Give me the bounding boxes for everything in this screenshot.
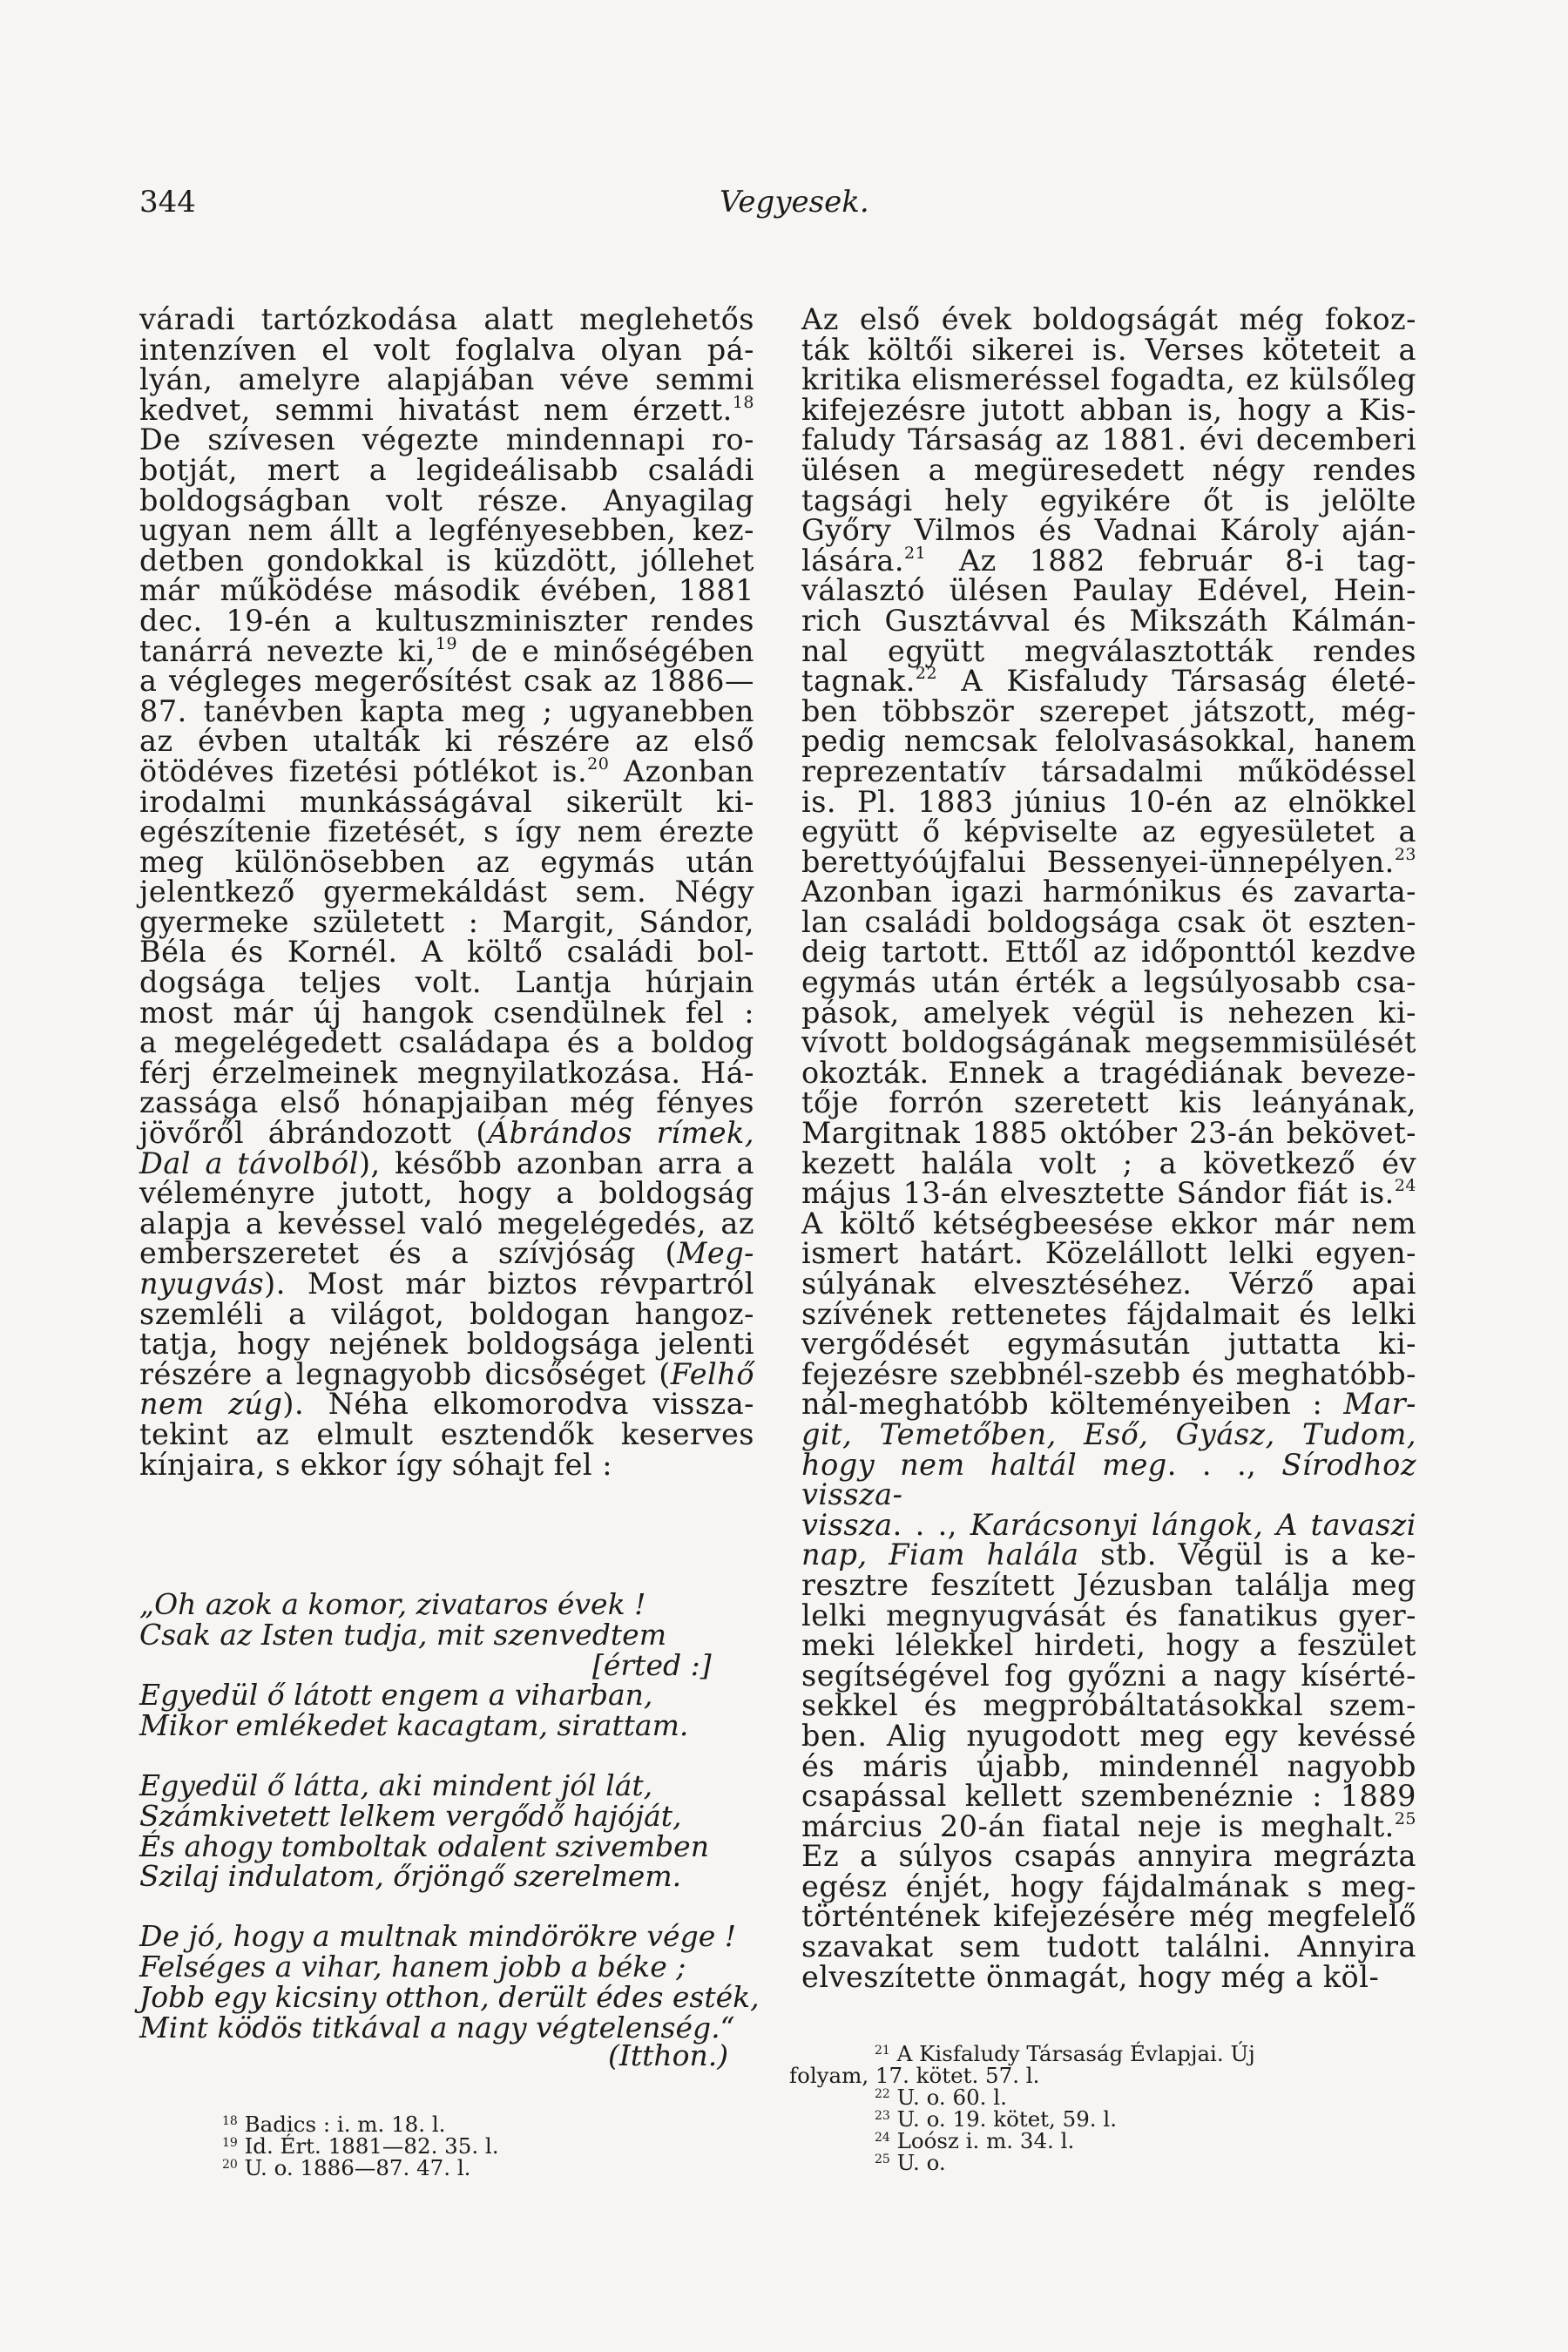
text-run: zassága első hónapjaiban még fényes: [139, 1085, 754, 1120]
left-column-line: [139, 362, 754, 397]
left-column-line: [139, 937, 754, 968]
poem-line: De jó, hogy a multnak mindörökre vége !: [139, 1919, 736, 1954]
italic-title: Meg-: [677, 1236, 754, 1271]
left-column-line: [139, 844, 754, 879]
italic-title: Dal a távolból: [139, 1146, 359, 1180]
poem-line: Felséges a vihar, hanem jobb a béke ;: [139, 1949, 686, 1984]
text-run: ugyan nem állt a legfényesebben, kez-: [139, 513, 754, 548]
right-column-line: [801, 1869, 1416, 1903]
text-run: történtének kifejezésére még megfelelő: [801, 1899, 1416, 1934]
footnote-text: U. o. 60. l.: [896, 2085, 1007, 2110]
text-run: pások, amelyek végül is nehezen ki-: [801, 995, 1416, 1030]
poem-stanza: [139, 1919, 760, 2044]
right-column-line: [801, 302, 1416, 336]
text-run: egymás után érték a legsúlyosabb csa-: [801, 965, 1416, 1000]
footnote-ref: 22: [915, 664, 938, 684]
italic-title: Felhő: [670, 1356, 754, 1391]
text-run: botját, mert a legideálisabb családi: [139, 452, 754, 487]
right-column-line: [801, 332, 1416, 367]
text-run: ülésen a megüresedett négy rendes: [801, 452, 1416, 487]
text-run: 87. tanévben kapta meg ; ugyanebben: [139, 693, 754, 728]
footnote-number: 20: [222, 2158, 238, 2172]
right-column-line: [801, 1598, 1416, 1632]
left-column-line: [139, 1296, 754, 1331]
text-run: Ez a súlyos csapás annyira megrázta: [801, 1839, 1416, 1874]
text-run: vergődését egymásután juttatta ki-: [801, 1327, 1416, 1362]
right-column-line: [801, 1236, 1416, 1271]
text-run: Béla és Kornél. A költő családi bol-: [139, 935, 754, 970]
right-column-line: [801, 1899, 1416, 1934]
poem-line: És ahogy tomboltak odalent szivemben: [139, 1828, 709, 1863]
footnote-text: Badics : i. m. 18. l.: [244, 2112, 446, 2137]
text-run: részére a legnagyobb dicsőséget (: [139, 1356, 671, 1391]
left-column-line: [139, 543, 754, 578]
right-column-line: [801, 1176, 1416, 1211]
left-column-line: [139, 1389, 754, 1420]
text-run: A Kisfaludy Társaság életé-: [937, 664, 1416, 699]
left-column-line: [139, 422, 754, 457]
right-column-line: [801, 543, 1416, 578]
text-run: vívott boldogságának megsemmisülését: [801, 1025, 1416, 1060]
text-run: most már új hangok csendülnek fel :: [139, 995, 754, 1030]
footnote-number: 22: [875, 2087, 890, 2101]
text-run: de e minőségében: [457, 633, 755, 668]
italic-title: git, Temetőben, Eső, Gyász, Tudom,: [801, 1416, 1416, 1451]
right-column-line: [801, 1959, 1416, 1994]
left-column-line: [139, 1447, 754, 1482]
text-run: resztre feszített Jézusban találja meg: [801, 1567, 1416, 1602]
text-run: is. Pl. 1883 június 10-én az elnökkel: [801, 784, 1416, 819]
text-run: tagsági hely egyikére őt is jelölte: [801, 483, 1416, 517]
left-column-line: [139, 1055, 754, 1090]
footnote-number: 18: [222, 2114, 238, 2128]
left-column-line: [139, 1236, 754, 1271]
footnotes-right: [789, 2043, 1390, 2173]
italic-title: Ábrándos rímek,: [487, 1116, 754, 1151]
left-column-line: [139, 392, 754, 427]
text-run: csapással kellett szembenéznie : 1889: [801, 1779, 1416, 1814]
text-run: gyermeke született : Margit, Sándor,: [139, 904, 754, 939]
footnote-number: 21: [875, 2044, 890, 2058]
right-column-line: [801, 693, 1416, 728]
poem-line: „Oh azok a komor, zivataros évek !: [139, 1587, 646, 1621]
running-head: Vegyesek.: [720, 185, 869, 220]
italic-title: Sírodhoz vissza-: [801, 1447, 1416, 1512]
right-column-line: [801, 1658, 1416, 1693]
text-run: lelki megnyugvását és fanatikus gyer-: [801, 1598, 1416, 1632]
text-run: kritika elismeréssel fogadta, ez külsőleg: [801, 362, 1416, 397]
page-header: [0, 185, 1568, 237]
left-column-line: [139, 1329, 754, 1360]
left-column-line: [139, 877, 754, 908]
text-run: nal együtt megválasztották rendes: [801, 633, 1416, 668]
page-number: 344: [139, 185, 196, 220]
text-run: együtt ő képviselte az egyesületet a: [801, 814, 1416, 849]
poem: [139, 1587, 760, 2072]
footnote-text: Id. Ért. 1881—82. 35. l.: [244, 2133, 499, 2159]
text-run: váradi tartózkodása alatt meglehetős: [139, 302, 754, 336]
text-run: tekint az elmult esztendők keserves: [139, 1416, 754, 1451]
right-column-line: [801, 573, 1416, 608]
text-run: Az 1882 február 8-i tag-: [926, 543, 1416, 578]
right-column: [801, 302, 1416, 1994]
text-run: pedig nemcsak felolvasásokkal, hanem: [801, 724, 1416, 759]
footnote-ref: 19: [435, 633, 458, 653]
right-column-line: [801, 1329, 1416, 1360]
text-run: Azonban igazi harmónikus és zavarta-: [801, 875, 1416, 909]
left-column-line: [139, 784, 754, 819]
text-run: tanárrá nevezte ki,: [139, 633, 436, 668]
text-run: az évben utalták ki részére az első: [139, 724, 754, 759]
right-column-line: [801, 452, 1416, 487]
right-column-line: [801, 1688, 1416, 1723]
text-run: ben többször szerepet játszott, még-: [801, 693, 1416, 728]
footnote-ref: 23: [1394, 844, 1416, 864]
text-run: okozták. Ennek a tragédiának beveze-: [801, 1055, 1416, 1090]
right-column-line: [801, 1055, 1416, 1090]
left-column-line: [139, 754, 754, 788]
footnote-text: A Kisfaludy Társaság Évlapjai. Új: [896, 2041, 1255, 2066]
right-column-line: [801, 754, 1416, 788]
text-run: meg különösebben az egymás után: [139, 844, 754, 879]
right-column-line: [801, 1116, 1416, 1151]
right-column-line: [801, 1628, 1416, 1663]
footnote: [222, 2113, 658, 2135]
text-run: már működése második évében, 1881: [139, 573, 754, 608]
footnote-ref: 24: [1394, 1176, 1416, 1196]
italic-title: vissza: [801, 1507, 893, 1542]
text-run: tatja, hogy nejének boldogsága jelenti: [139, 1327, 754, 1362]
left-column-line: [139, 1146, 755, 1180]
right-column-line: [801, 603, 1416, 638]
text-run: dec. 19-én a kultuszminiszter rendes: [139, 603, 754, 638]
text-run: lyán, amelyre alapjában véve semmi: [139, 362, 754, 397]
text-run: férj érzelmeinek megnyilatkozása. Há-: [139, 1055, 754, 1090]
text-run: . . .,: [892, 1507, 970, 1542]
footnote-number: 24: [875, 2131, 890, 2145]
footnote-ref: 21: [904, 543, 927, 563]
right-column-line: [801, 1718, 1416, 1753]
text-run: Az első évek boldogságát még fokoz-: [801, 302, 1416, 336]
footnote: [789, 2130, 1390, 2152]
text-run: kifejezésre jutott abban is, hogy a Kis-: [801, 392, 1416, 427]
right-column-line: [801, 1540, 1416, 1571]
text-run: fejezésre szebbnél-szebb és meghatóbb-: [801, 1356, 1416, 1391]
right-column-line: [801, 1356, 1416, 1391]
poem-stanza: [139, 1767, 758, 1894]
footnote-text: U. o. 1886—87. 47. l.: [244, 2155, 471, 2180]
text-run: ). Most már biztos révpartról: [264, 1267, 754, 1301]
text-run: Azonban: [609, 754, 754, 788]
footnote-text: Loósz i. m. 34. l.: [896, 2128, 1075, 2153]
text-run: De szívesen végezte mindennapi ro-: [139, 422, 754, 457]
text-run: detben gondokkal is küzdött, jóllehet: [139, 543, 754, 578]
right-column-line: [801, 1447, 1416, 1512]
text-run: kínjaira, s ekkor így sóhajt fel :: [139, 1447, 613, 1482]
right-column-line: [801, 724, 1416, 759]
footnote-text: folyam, 17. kötet. 57. l.: [789, 2063, 1040, 2088]
italic-title: nyugvás: [139, 1267, 265, 1301]
poem-line: Szilaj indulatom, őrjöngő szerelmem.: [139, 1859, 682, 1894]
text-run: súlyának elvesztéséhez. Vérző apai: [801, 1267, 1416, 1301]
left-column-line: [139, 814, 754, 849]
left-column-line: [139, 573, 754, 608]
text-run: stb. Végül is a ke-: [1078, 1538, 1416, 1572]
text-run: Margitnak 1885 október 23-án bekövet-: [801, 1116, 1416, 1151]
poem-line: [érted :]: [592, 1647, 712, 1682]
poem-line: Egyedül ő látott engem a viharban,: [139, 1678, 653, 1713]
left-column-line: [139, 1025, 754, 1060]
text-run: kedvet, semmi hivatást nem érzett.: [139, 392, 733, 427]
left-column-line: [139, 302, 754, 336]
text-run: jelentkező gyermekáldást sem. Négy: [139, 875, 754, 909]
text-run: rich Gusztávval és Mikszáth Kálmán-: [801, 603, 1416, 638]
text-run: egészítenie fizetését, s így nem érezte: [139, 814, 754, 849]
text-run: segítségével fog győzni a nagy kísérté-: [801, 1658, 1416, 1693]
text-run: . . .,: [1166, 1447, 1282, 1482]
left-column-line: [139, 1176, 754, 1211]
text-run: ). Néha elkomorodva vissza-: [282, 1387, 754, 1422]
right-column-line: [801, 1748, 1416, 1783]
footnote-number: 23: [875, 2109, 890, 2123]
right-column-line: [801, 937, 1416, 968]
text-run: tagnak.: [801, 664, 916, 699]
right-column-line: [801, 1781, 1416, 1812]
right-column-line: [801, 784, 1416, 819]
italic-title: nem zúg: [139, 1387, 283, 1422]
text-run: reprezentatív társadalmi működéssel: [801, 754, 1416, 788]
text-run: boldogságban volt része. Anyagilag: [139, 483, 754, 517]
left-column-line: [139, 603, 754, 638]
text-run: március 20-án fiatal neje is meghalt.: [801, 1808, 1395, 1843]
footnote-ref: 18: [732, 392, 754, 412]
text-run: lására.: [801, 543, 904, 578]
left-column-line: [139, 332, 754, 367]
text-run: A költő kétségbeesése ekkor már nem: [801, 1206, 1416, 1240]
text-run: intenzíven el volt foglalva olyan pá-: [139, 332, 754, 367]
text-run: dogsága teljes volt. Lantja húrjain: [139, 965, 754, 1000]
text-run: szívének rettenetes fájdalmait és lelki: [801, 1296, 1416, 1331]
right-column-line: [801, 904, 1416, 939]
right-column-line: [801, 1296, 1416, 1331]
footnote-number: 19: [222, 2136, 238, 2150]
right-column-line: [801, 1146, 1416, 1180]
text-run: sekkel és megpróbáltatásokkal szem-: [801, 1688, 1416, 1723]
footnote-ref: 20: [587, 754, 610, 774]
left-column-line: [139, 1206, 754, 1240]
poem-line: Jobb egy kicsiny otthon, derült édes esték,: [139, 1979, 760, 2014]
text-run: jövőről ábrándozott (: [139, 1116, 488, 1151]
italic-title: Karácsonyi lángok, A tavaszi: [970, 1507, 1416, 1542]
poem-line: Mint ködös titkával a nagy végtelenség.“: [139, 2010, 735, 2044]
italic-title: Mar-: [1343, 1387, 1416, 1422]
poem-line: Csak az Isten tudja, mit szenvedtem: [139, 1617, 667, 1652]
left-column-line: [139, 1116, 754, 1151]
text-run: elveszítette önmagát, hogy még a köl-: [801, 1959, 1380, 1994]
text-run: Győry Vilmos és Vadnai Károly aján-: [801, 513, 1416, 548]
text-run: véleményre jutott, hogy a boldogság: [139, 1176, 754, 1211]
footnote: [789, 2108, 1390, 2130]
left-column-line: [139, 1269, 754, 1300]
text-run: a végleges megerősítést csak az 1886—: [139, 664, 754, 699]
text-run: emberszeretet és a szívjóság (: [139, 1236, 678, 1271]
right-column-line: [801, 422, 1416, 457]
text-run: és máris újabb, mindennél nagyobb: [801, 1748, 1416, 1783]
footnote: [789, 2152, 1390, 2173]
right-column-line: [801, 1567, 1416, 1602]
left-column-line: [139, 724, 754, 759]
right-column-line: [801, 483, 1416, 517]
right-column-line: [801, 1932, 1416, 1963]
text-run: tője forrón szeretett kis leányának,: [801, 1085, 1416, 1120]
right-column-line: [801, 1085, 1416, 1120]
footnote-text: U. o. 19. kötet, 59. l.: [896, 2106, 1117, 2132]
footnote-text: U. o.: [896, 2150, 946, 2175]
text-run: szemléli a világot, boldogan hangoz-: [139, 1296, 754, 1331]
text-run: ben. Alig nyugodott meg egy kevéssé: [801, 1718, 1416, 1753]
right-column-line: [801, 965, 1416, 1000]
left-column-line: [139, 513, 754, 548]
right-column-line: [801, 995, 1416, 1030]
text-run: meki lélekkel hirdeti, hogy a feszület: [801, 1628, 1416, 1663]
poem-line: Számkivetett lelkem vergődő hajóját,: [139, 1798, 682, 1833]
text-run: május 13-án elvesztette Sándor fiát is.: [801, 1176, 1395, 1211]
text-run: a megelégedett családapa és a boldog: [139, 1025, 754, 1060]
right-column-line: [801, 1416, 1416, 1451]
text-run: kezett halála volt ; a következő év: [801, 1146, 1416, 1180]
poem-signature: (Itthon.): [608, 2038, 729, 2072]
text-run: faludy Társaság az 1881. évi decemberi: [801, 422, 1416, 457]
right-column-line: [801, 1839, 1416, 1874]
text-run: nál-meghatóbb költeményeiben :: [801, 1387, 1344, 1422]
poem-line: Mikor emlékedet kacagtam, sirattam.: [139, 1708, 689, 1743]
right-column-line: [801, 1206, 1416, 1240]
text-run: ismert határt. Közelállott lelki egyen-: [801, 1236, 1416, 1271]
text-run: berettyóújfalui Bessenyei-ünnepélyen.: [801, 844, 1395, 879]
italic-title: nap, Fiam halála: [801, 1538, 1079, 1572]
left-column: [139, 302, 755, 1482]
left-column-line: [139, 995, 754, 1030]
text-run: alapja a kevéssel való megelégedés, az: [139, 1206, 754, 1240]
footnote: [222, 2135, 658, 2157]
right-column-line: [801, 844, 1416, 879]
right-column-line: [801, 362, 1416, 397]
right-column-line: [801, 392, 1416, 427]
footnote-number: 25: [875, 2153, 890, 2166]
text-run: deig tartott. Ettől az időponttól kezdve: [801, 935, 1416, 970]
right-column-line: [801, 877, 1416, 908]
footnote: [222, 2157, 658, 2179]
left-column-line: [139, 965, 754, 1000]
right-column-line: [801, 1269, 1416, 1300]
footnote: [789, 2043, 1390, 2065]
right-column-line: [801, 666, 1416, 697]
right-column-line: [801, 633, 1416, 668]
right-column-line: [801, 1507, 1416, 1542]
left-column-line: [139, 633, 755, 668]
left-column-line: [139, 1416, 754, 1451]
right-column-line: [801, 1808, 1416, 1843]
left-column-line: [139, 1085, 754, 1120]
left-column-line: [139, 483, 754, 517]
text-run: ), később azonban arra a: [358, 1146, 755, 1180]
footnote: [789, 2086, 1390, 2108]
left-column-line: [139, 666, 754, 697]
text-run: lan családi boldogsága csak öt eszten-: [801, 904, 1416, 939]
left-column-line: [139, 693, 754, 728]
right-column-line: [801, 513, 1416, 548]
left-column-line: [139, 1356, 754, 1391]
right-column-line: [801, 1389, 1416, 1420]
left-column-line: [139, 452, 754, 487]
footnotes-left: [222, 2113, 658, 2179]
left-column-line: [139, 904, 754, 939]
right-column-line: [801, 1025, 1416, 1060]
poem-line: Egyedül ő látta, aki mindent jól lát,: [139, 1767, 653, 1802]
text-run: ötödéves fizetési pótlékot is.: [139, 754, 588, 788]
italic-title: hogy nem haltál meg: [801, 1447, 1167, 1482]
text-run: szavakat sem tudott találni. Annyira: [801, 1930, 1416, 1964]
text-run: ták költői sikerei is. Verses köteteit a: [801, 332, 1416, 367]
right-column-line: [801, 814, 1416, 849]
footnote: [789, 2065, 1390, 2086]
text-run: egész énjét, hogy fájdalmának s meg-: [801, 1869, 1416, 1903]
poem-stanza: [139, 1587, 758, 1743]
text-run: irodalmi munkásságával sikerült ki-: [139, 784, 754, 819]
footnote-ref: 25: [1394, 1808, 1416, 1828]
text-run: választó ülésen Paulay Edével, Hein-: [801, 573, 1416, 608]
